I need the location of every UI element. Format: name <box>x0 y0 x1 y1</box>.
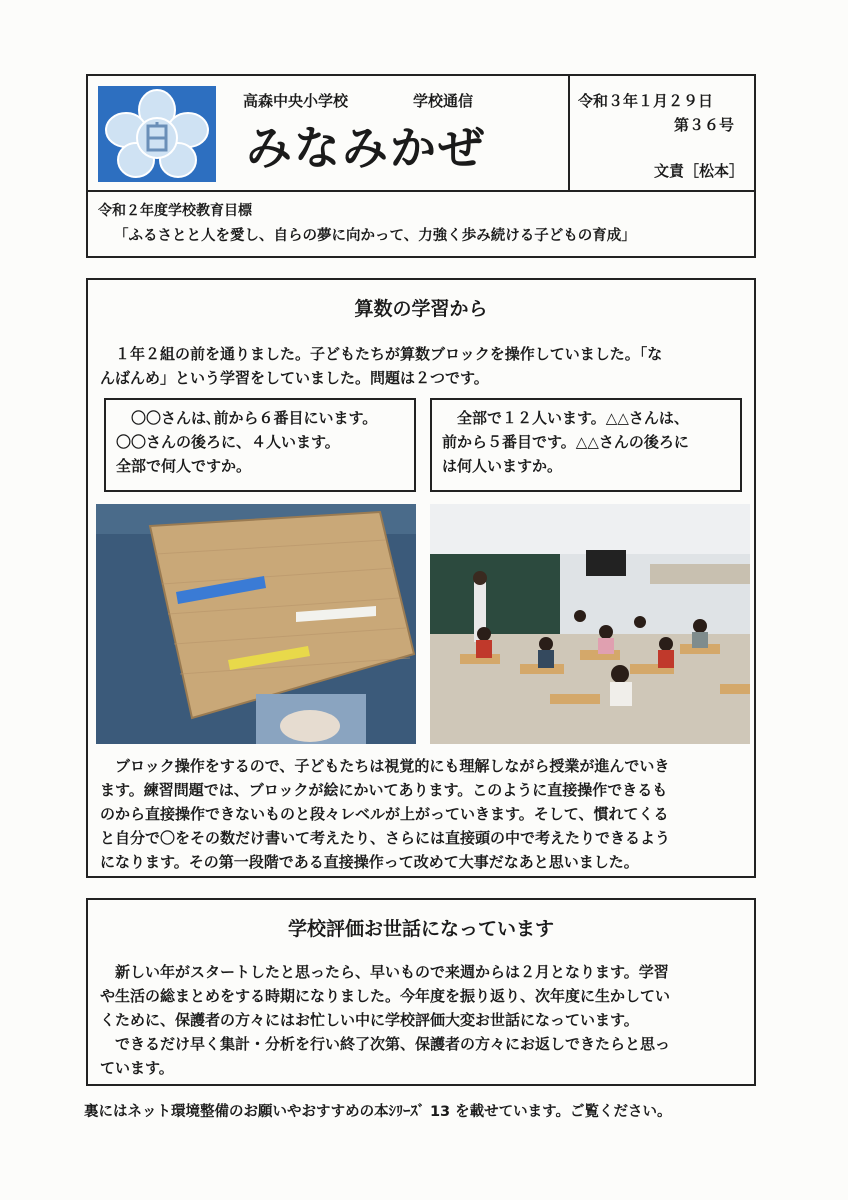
school-goal-text: 「ふるさとと人を愛し、自らの夢に向かって、力強く歩み続ける子どもの育成」 <box>114 228 636 244</box>
question-box-2 <box>430 398 742 492</box>
text-line: 新しい年がスタートしたと思ったら、早いもので来週からは２月となります。学習 <box>100 963 669 981</box>
text-line: 前から５番目です。△△さんの後ろに <box>442 433 689 451</box>
issue-number: 第３６号 <box>674 116 735 134</box>
classroom-photo <box>430 504 750 744</box>
text-line: くために、保護者の方々にはお忙しい中に学校評価大変お世話になっています。 <box>100 1011 639 1029</box>
issue-date: 令和３年１月２９日 <box>578 92 714 110</box>
question-box-1 <box>104 398 416 492</box>
bulletin-label: 学校通信 <box>413 92 474 110</box>
header-vertical-divider <box>568 76 570 190</box>
section-title: 学校評価お世話になっています <box>287 918 554 940</box>
text-line: のから直接操作できないものと段々レベルが上がっていきます。そして、慣れてくる <box>100 805 669 823</box>
text-line: になります。その第一段階である直接操作って改めて大事だなあと思いました。 <box>100 853 639 871</box>
section-body <box>100 960 750 1080</box>
text-line: 〇〇さんの後ろに、４人います。 <box>116 433 340 451</box>
text-line: 全部で何人ですか。 <box>116 457 252 475</box>
section-body <box>100 754 750 874</box>
text-line: んばんめ」という学習をしていました。問題は２つです。 <box>100 369 489 387</box>
text-line: は何人いますか。 <box>442 457 563 475</box>
text-line: ます。練習問題では、ブロックが絵にかいてあります。このように直接操作できるも <box>100 781 668 799</box>
text-line: ています。 <box>100 1059 174 1077</box>
text-line: ブロック操作をするので、子どもたちは視覚的にも理解しながら授業が進んでいき <box>100 757 670 775</box>
text-line: 全部で１２人います。△△さんは、 <box>442 409 689 427</box>
school-evaluation-section <box>86 898 756 1086</box>
section-title: 算数の学習から <box>354 298 488 320</box>
text-line: 〇〇さんは､前から６番目にいます。 <box>116 409 378 427</box>
footer-note: 裏にはネット環境整備のお願いやおすすめの本ｼﾘｰｽﾞ 13 を載せています。ご覧ください。 <box>84 1104 672 1120</box>
author-credit: 文責［松本］ <box>654 162 745 180</box>
header-divider <box>88 190 754 192</box>
school-goal-label: 令和２年度学校教育目標 <box>98 203 252 219</box>
school-name: 高森中央小学校 <box>243 92 349 110</box>
text-line: と自分で〇をその数だけ書いて考えたり、さらには直接頭の中で考えたりできるよう <box>100 829 671 847</box>
newsletter-masthead: みなみかぜ <box>246 121 486 175</box>
math-blocks-photo <box>96 504 416 744</box>
section-intro <box>100 342 750 390</box>
text-line: できるだけ早く集計・分析を行い終了次第、保護者の方々にお返しできたらと思っ <box>100 1035 671 1053</box>
math-learning-section <box>86 278 756 878</box>
text-line: や生活の総まとめをする時期になりました。今年度を振り返り、次年度に生かしてい <box>100 987 671 1005</box>
school-emblem-logo <box>98 86 216 182</box>
text-line: １年２組の前を通りました。子どもたちが算数ブロックを操作していました。「な <box>100 345 663 363</box>
newsletter-header <box>86 74 756 258</box>
